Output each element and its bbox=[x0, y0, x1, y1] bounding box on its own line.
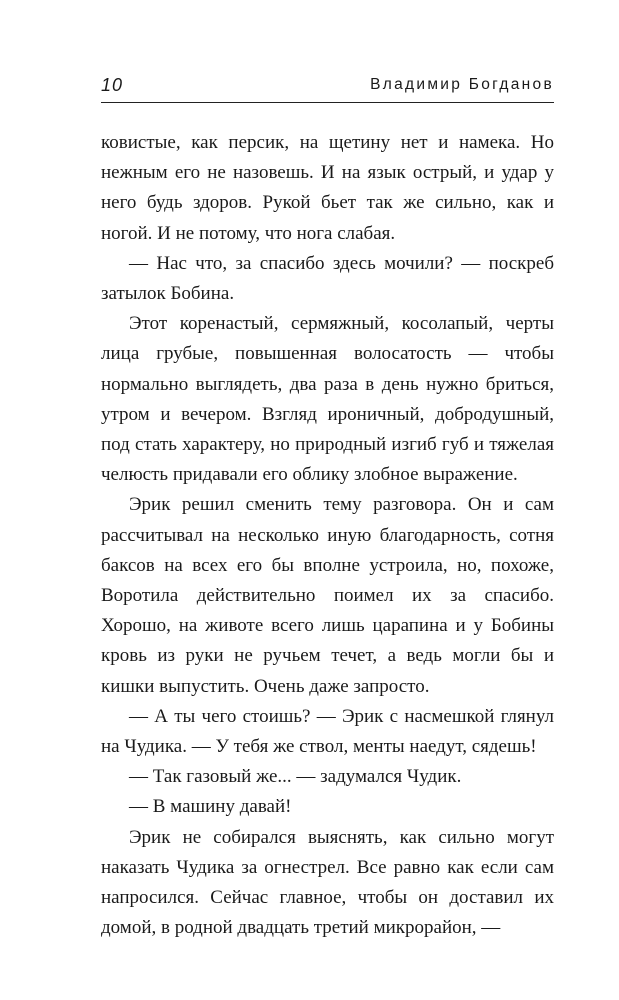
paragraph: — В машину давай! bbox=[129, 796, 292, 818]
body-text bbox=[101, 128, 554, 943]
paragraph: — Так газовый же... — задумался Чудик. bbox=[129, 766, 462, 788]
paragraph: — А ты чего стоишь? — Эрик с насмешкой глянул на Чудика. — У тебя же ствол, менты наедут, сядешь! bbox=[101, 705, 554, 758]
page-number: 10 bbox=[101, 75, 124, 95]
running-head bbox=[101, 74, 554, 103]
paragraph: Этот коренастый, сермяжный, косолапый, черты лица грубые, повышенная волосатость — чтобы нормально выглядеть, два раза в день нужно бриться, утром и вечером. Взгляд ироничный, добродушный, под стать характеру, но природный изгиб губ и тяжелая челюсть придавали его облику злобное выражение. bbox=[101, 313, 554, 486]
paragraph: Эрик не собирался выяснять, как сильно могут наказать Чудика за огнестрел. Все равно как если сам напросился. Сейчас главное, чтобы он доставил их домой, в родной двадцать третий микрорайон, — bbox=[101, 826, 554, 939]
paragraph: ковистые, как персик, на щетину нет и намека. Но нежным его не назовешь. И на язык острый, и удар у него будь здоров. Рукой бьет так же сильно, как и ногой. И не потому, что нога слабая. bbox=[101, 132, 554, 244]
author-name: Владимир Богданов bbox=[370, 76, 554, 93]
paragraph: Эрик решил сменить тему разговора. Он и сам рассчитывал на несколько иную благодарность, сотня баксов на всех его бы вполне устроила, но, похоже, Воротила действительно поимел их за спасибо. Хорошо, на животе всего лишь царапина и у Бобины кровь из руки не ручьем течет, а ведь могли бы и кишки выпустить. Очень даже запросто. bbox=[101, 494, 554, 697]
paragraph: — Нас что, за спасибо здесь мочили? — поскреб затылок Бобина. bbox=[101, 252, 554, 305]
